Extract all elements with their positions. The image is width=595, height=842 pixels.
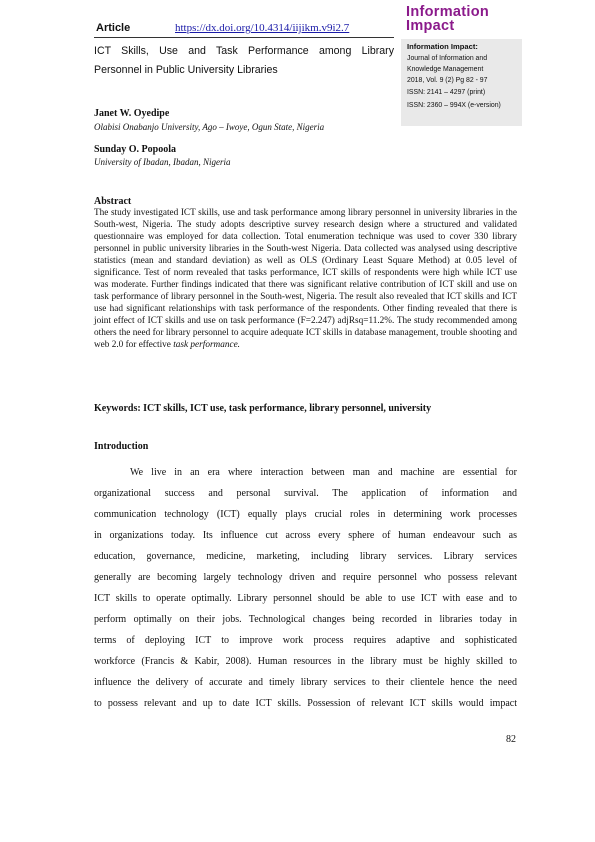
intro-line: to possess relevant and up to date ICT skills. Possession of relevant ICT skills would impact <box>94 698 517 709</box>
article-label: Article <box>96 22 131 34</box>
journal-box-title: Information Impact: <box>407 42 478 51</box>
journal-info-box <box>401 39 522 126</box>
introduction-body <box>94 462 517 714</box>
abstract-body <box>94 207 517 351</box>
author-name: Janet W. Oyedipe <box>94 108 170 119</box>
intro-line: workforce (Francis & Kabir, 2008). Human resources in the library must be highly skilled to <box>94 656 517 667</box>
title-line: ICT Skills, Use and Task Performance among Library <box>94 45 394 57</box>
intro-line: organizational success and personal survival. The application of information and <box>94 488 517 499</box>
title-line: Personnel in Public University Libraries <box>94 64 278 76</box>
logo-line-2: Impact <box>406 18 455 34</box>
abstract-heading: Abstract <box>94 196 132 207</box>
paper-title <box>94 42 394 80</box>
header-rule <box>94 37 394 38</box>
journal-box-line: ISSN: 2360 – 994X (e-version) <box>407 102 501 109</box>
journal-box-line: ISSN: 2141 – 4297 (print) <box>407 89 486 96</box>
intro-line: We live in an era where interaction between man and machine are essential for <box>130 467 517 478</box>
keywords: Keywords: ICT skills, ICT use, task performance, library personnel, university <box>94 403 432 414</box>
page-number: 82 <box>506 734 516 745</box>
journal-box-line: Journal of Information and <box>407 55 488 62</box>
intro-line: influence the delivery of accurate and timely library services to their clientele hence the need <box>94 677 517 688</box>
intro-line: generally are becoming largely technology driven and require personnel who possess relevant <box>94 572 517 583</box>
logo-line-1: Information <box>406 4 490 20</box>
author-name: Sunday O. Popoola <box>94 144 176 155</box>
introduction-heading: Introduction <box>94 441 149 452</box>
author-affiliation: University of Ibadan, Ibadan, Nigeria <box>94 157 231 167</box>
intro-line: ICT skills to operate optimally. Library personnel should be able to use ICT with ease and to <box>94 593 517 604</box>
intro-line: in organizations today. Its influence cut across every sphere of human endeavour such as <box>94 530 517 541</box>
intro-line: communication technology (ICT) equally plays crucial roles in determining work processes <box>94 509 517 520</box>
abstract-text: The study investigated ICT skills, use and task performance among library personnel in university libraries in the South-west, Nigeria. The study adopts descriptive survey research design where a structured and validated questionnaire was employed for data collection. Total enumeration technique was used to cover 330 library personnel in public university libraries in the South-west Nigeria. Data collected was analysed using descriptive statistics (mean and standard deviation) as well as OLS (Ordinary Least Square Method) at 0.05 level of significance. Test of norm revealed that tasks performance, ICT skills of respondents were high while ICT use was moderate. Further findings indicated that there was significant relative contribution of ICT skill and use on task performance of library personnel in the South-west, Nigeria. The result also revealed that ICT skills and ICT use had significant relationships with task performance of the respondents. Other finding revealed that there is joint effect of ICT skills and use on task performance (F=2.247) adjRsq=11.2%. The study recommended among others the need for library personnel to acquire adequate ICT skills in database management, trouble shooting and web 2.0 for effective <box>94 208 517 350</box>
journal-box-line: 2018, Vol. 9 (2) Pg 82 - 97 <box>407 77 488 84</box>
abstract-italic-tail: task performance. <box>173 340 240 350</box>
author-affiliation: Olabisi Onabanjo University, Ago – Iwoye, Ogun State, Nigeria <box>94 122 325 132</box>
journal-box-line: Knowledge Management <box>407 66 484 73</box>
intro-line: education, governance, medicine, marketing, including library services. Library services <box>94 551 517 562</box>
journal-logo <box>406 5 489 33</box>
intro-line: terms of deploying ICT to improve work process requires adaptive and sophisticated <box>94 635 517 646</box>
doi-link[interactable]: https://dx.doi.org/10.4314/iijikm.v9i2.7 <box>175 22 350 34</box>
intro-line: perform optimally on their jobs. Technological changes being recorded in libraries today in <box>94 614 517 625</box>
